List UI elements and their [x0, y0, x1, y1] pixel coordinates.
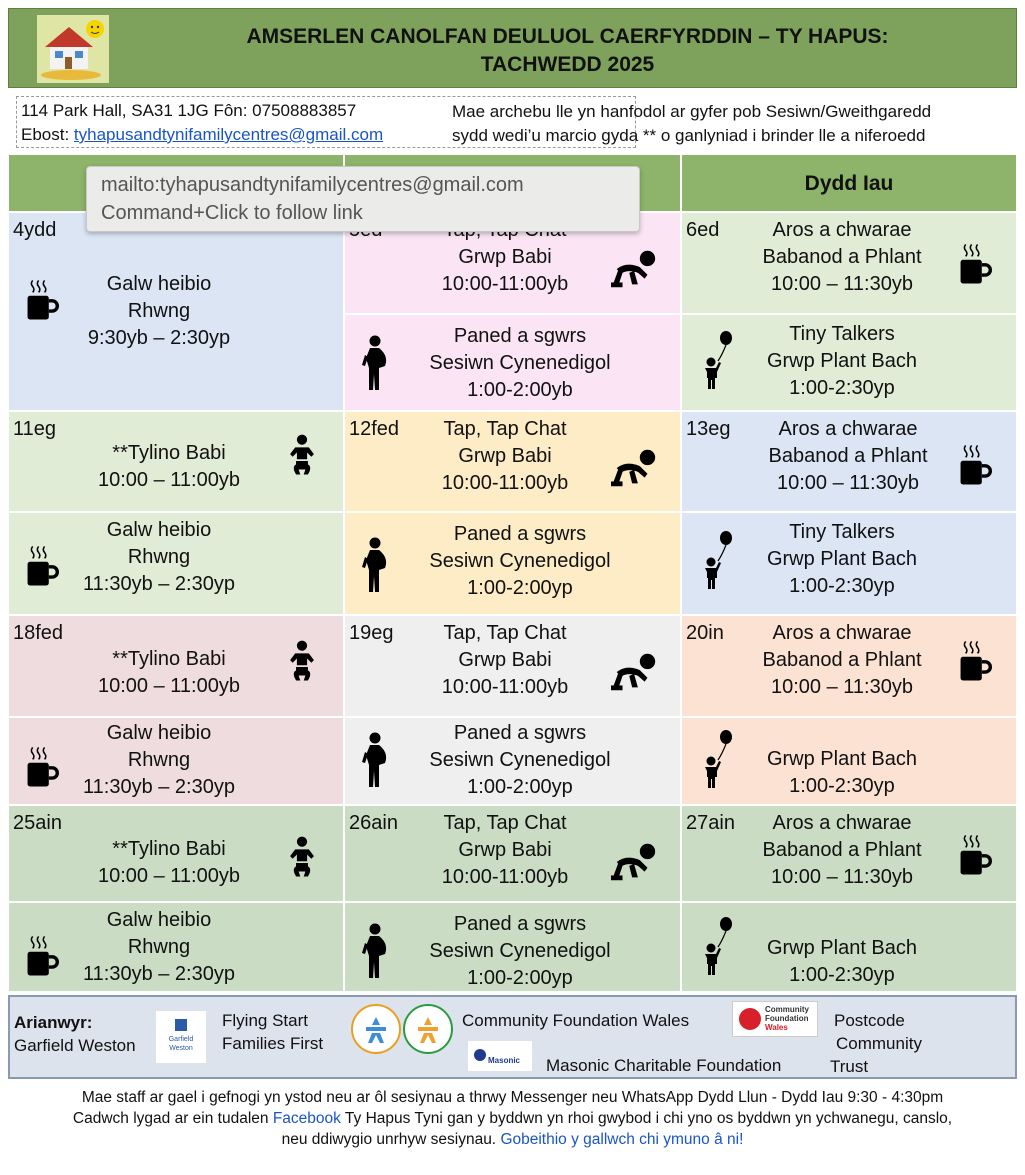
booking-note-line-1: Mae archebu lle yn hanfodol ar gyfer pob Sesiwn/Gweithgaredd	[452, 102, 932, 121]
session-subtitle: Grwp Babi	[458, 649, 552, 671]
crawling-baby-icon	[611, 249, 659, 289]
session-subtitle: Sesiwn Cynenedigol	[429, 940, 611, 962]
session-time: 10:00 – 11:00yb	[98, 865, 240, 887]
pregnant-woman-icon	[361, 335, 391, 391]
session-time: 10:00-11:00yb	[441, 676, 569, 698]
coffee-mug-icon	[25, 744, 59, 790]
session-time: 1:00-2:30yp	[789, 377, 895, 399]
funders-bar	[8, 995, 1017, 1079]
week4-tue-b-cell	[344, 902, 681, 992]
session-subtitle: Babanod a Phlant	[768, 445, 928, 467]
session-time: 1:00-2:00yp	[467, 776, 573, 798]
baby-icon	[285, 834, 319, 880]
week1-thu-a-cell	[681, 212, 1017, 314]
session-subtitle: Babanod a Phlant	[762, 246, 922, 268]
session-title: Paned a sgwrs	[453, 722, 587, 744]
coffee-mug-icon	[958, 442, 992, 488]
session-time: 10:00-11:00yb	[441, 472, 569, 494]
date-label: 20in	[686, 622, 724, 644]
week4-mon-b-cell	[8, 902, 344, 992]
session-subtitle: Babanod a Phlant	[762, 839, 922, 861]
email-label: Ebost:	[21, 125, 74, 144]
session-time: 11:30yb – 2:30yp	[83, 573, 235, 595]
facebook-link[interactable]: Facebook	[272, 1110, 341, 1127]
column-header-thursday	[681, 154, 1017, 212]
date-label: 4ydd	[13, 219, 57, 241]
funder-masonic-charitable-foundation: Masonic Charitable Foundation	[546, 1056, 782, 1075]
date-label: 19eg	[349, 622, 394, 644]
date-label: 27ain	[686, 812, 735, 834]
funders-label-block	[14, 1011, 136, 1057]
session-subtitle: Grwp Plant Bach	[766, 548, 918, 570]
crawling-baby-icon	[611, 652, 659, 692]
week3-tue-b-cell	[344, 717, 681, 805]
session-title: Galw heibio	[106, 909, 212, 931]
title-line-1: AMSERLEN CANOLFAN DEULUOL CAERFYRDDIN – TY HAPUS:	[246, 25, 889, 48]
funder-community-foundation-wales: Community Foundation Wales	[462, 1011, 690, 1030]
booking-note-line-2: sydd wedi’u marcio gyda ** o ganlyniad i brinder lle a niferoedd	[452, 126, 926, 145]
garfield-weston-logo: Garfield Weston	[156, 1011, 206, 1063]
session-time: 1:00-2:00yp	[467, 577, 573, 599]
pregnant-woman-icon	[361, 732, 391, 788]
session-title: Paned a sgwrs	[453, 325, 587, 347]
session-subtitle: Rhwng	[127, 749, 191, 771]
session-title: **Tylino Babi	[112, 838, 226, 860]
postcode-line-2: Community	[836, 1034, 922, 1053]
session-title: Galw heibio	[106, 519, 212, 541]
session-subtitle: Grwp Babi	[458, 445, 552, 467]
postcode-line-1: Postcode	[834, 1011, 905, 1030]
session-title: Paned a sgwrs	[453, 523, 587, 545]
session-title: Galw heibio	[106, 722, 212, 744]
week4-mon-a-cell	[8, 805, 344, 902]
session-time: 1:00-2:00yb	[467, 379, 573, 401]
week4-tue-a-cell	[344, 805, 681, 902]
session-subtitle: Grwp Plant Bach	[766, 350, 918, 372]
funder-families-first: Families First	[222, 1034, 324, 1053]
session-time: 1:00-2:00yp	[467, 967, 573, 989]
masonic-logo: Masonic	[468, 1041, 532, 1071]
link-tooltip	[86, 166, 640, 232]
session-subtitle: Sesiwn Cynenedigol	[429, 550, 611, 572]
footer-line-1: Mae staff ar gael i gefnogi yn ystod neu ar ôl sesiynau a thrwy Messenger neu WhatsApp Dydd Llun - Dydd Iau 9:30 - 4:30pm	[81, 1089, 944, 1106]
date-label: 25ain	[13, 812, 62, 834]
crawling-baby-icon	[611, 842, 659, 882]
child-with-balloon-icon	[702, 529, 736, 591]
week2-thu-a-cell	[681, 411, 1017, 512]
week3-tue-a-cell	[344, 615, 681, 717]
flying-start-families-first-logo	[350, 1003, 454, 1055]
session-subtitle: Sesiwn Cynenedigol	[429, 749, 611, 771]
week2-mon-a-cell	[8, 411, 344, 512]
session-subtitle: Babanod a Phlant	[762, 649, 922, 671]
date-label: 11eg	[13, 418, 57, 440]
week4-thu-a-cell	[681, 805, 1017, 902]
session-time: 10:00 – 11:30yb	[777, 472, 919, 494]
date-label: 13eg	[686, 418, 731, 440]
week1-tue-b-cell	[344, 314, 681, 411]
date-label: 6ed	[686, 219, 720, 241]
session-time: 11:30yb – 2:30yp	[83, 963, 235, 985]
coffee-mug-icon	[25, 543, 59, 589]
coffee-mug-icon	[958, 241, 992, 287]
session-time: 10:00 – 11:30yb	[771, 676, 913, 698]
session-title: Paned a sgwrs	[453, 913, 587, 935]
week4-thu-b-cell	[681, 902, 1017, 992]
funders-label: Arianwyr:	[14, 1013, 93, 1032]
tooltip-hint: Command+Click to follow link	[101, 202, 363, 224]
coffee-mug-icon	[25, 277, 59, 323]
schedule-table	[8, 154, 1017, 992]
date-label: 12fed	[349, 418, 400, 440]
session-title: Tiny Talkers	[789, 521, 895, 543]
session-subtitle: Rhwng	[127, 936, 191, 958]
week2-mon-b-cell	[8, 512, 344, 615]
page-title	[129, 23, 1006, 79]
session-time: 10:00-11:00yb	[441, 273, 569, 295]
session-subtitle: Grwp Babi	[458, 246, 552, 268]
week2-tue-a-cell	[344, 411, 681, 512]
session-title: Galw heibio	[106, 273, 212, 295]
session-time: 10:00 – 11:00yb	[98, 675, 240, 697]
session-title: Tap, Tap Chat	[443, 622, 567, 644]
footer-line-3: neu ddiwygio unrhyw sesiynau. Gobeithio y gallwch chi ymuno â ni!	[281, 1131, 744, 1148]
session-time: 9:30yb – 2:30yp	[87, 327, 231, 349]
baby-icon	[285, 638, 319, 684]
child-with-balloon-icon	[702, 728, 736, 790]
pregnant-woman-icon	[361, 923, 391, 979]
week3-mon-a-cell	[8, 615, 344, 717]
session-title: Tap, Tap Chat	[443, 418, 567, 440]
session-time: 1:00-2:30yp	[789, 775, 895, 797]
week3-thu-b-cell	[681, 717, 1017, 805]
session-subtitle: Rhwng	[127, 546, 191, 568]
funder-flying-start-block	[222, 1009, 323, 1055]
session-title: Aros a chwarae	[772, 219, 912, 241]
child-with-balloon-icon	[702, 329, 736, 391]
session-title: **Tylino Babi	[112, 442, 226, 464]
session-time: 10:00 – 11:00yb	[98, 469, 240, 491]
thursday-label: Dydd Iau	[804, 171, 894, 195]
week3-thu-a-cell	[681, 615, 1017, 717]
session-time: 1:00-2:30yp	[789, 575, 895, 597]
week1-mon-cell	[8, 212, 344, 411]
date-label: 18fed	[13, 622, 64, 644]
week1-thu-b-cell	[681, 314, 1017, 411]
session-title: Aros a chwarae	[772, 622, 912, 644]
house-logo-icon	[37, 15, 109, 83]
session-subtitle: Rhwng	[127, 300, 191, 322]
coffee-mug-icon	[958, 638, 992, 684]
crawling-baby-icon	[611, 448, 659, 488]
email-link[interactable]: tyhapusandtynifamilycentres@gmail.com	[73, 125, 384, 144]
session-title: Grwp Plant Bach	[766, 937, 918, 959]
session-title: Aros a chwarae	[778, 418, 918, 440]
pregnant-woman-icon	[361, 537, 391, 593]
week2-thu-b-cell	[681, 512, 1017, 615]
tooltip-url: mailto:tyhapusandtynifamilycentres@gmail.com	[101, 174, 524, 196]
footer-closing-message: Gobeithio y gallwch chi ymuno â ni!	[500, 1131, 744, 1148]
session-subtitle: Grwp Babi	[458, 839, 552, 861]
session-title: Tiny Talkers	[789, 323, 895, 345]
session-title: **Tylino Babi	[112, 648, 226, 670]
session-title: Aros a chwarae	[772, 812, 912, 834]
session-time: 11:30yb – 2:30yp	[83, 776, 235, 798]
session-time: 10:00-11:00yb	[441, 866, 569, 888]
header-banner	[8, 8, 1017, 88]
footer-notes	[8, 1087, 1017, 1150]
title-line-2: TACHWEDD 2025	[480, 53, 655, 76]
postcode-line-3: Trust	[830, 1057, 869, 1076]
session-time: 10:00 – 11:30yb	[771, 273, 913, 295]
footer-line-2: Cadwch lygad ar ein tudalen Facebook Ty Hapus Tyni gan y byddwn yn rhoi gwybod i chi yno os byddwn yn ychwanegu, canslo,	[72, 1110, 953, 1127]
date-label: 26ain	[349, 812, 398, 834]
funder-garfield-weston: Garfield Weston	[14, 1036, 136, 1055]
funder-flying-start: Flying Start	[222, 1011, 308, 1030]
session-time: 10:00 – 11:30yb	[771, 866, 913, 888]
community-foundation-wales-logo: Community Foundation Wales	[732, 1001, 818, 1037]
week2-tue-b-cell	[344, 512, 681, 615]
baby-icon	[285, 432, 319, 478]
coffee-mug-icon	[25, 933, 59, 979]
session-time: 1:00-2:30yp	[789, 964, 895, 986]
session-title: Grwp Plant Bach	[766, 748, 918, 770]
session-subtitle: Sesiwn Cynenedigol	[429, 352, 611, 374]
session-title: Tap, Tap Chat	[443, 812, 567, 834]
week3-mon-b-cell	[8, 717, 344, 805]
address-text: 114 Park Hall, SA31 1JG Fôn: 07508883857	[21, 101, 357, 120]
child-with-balloon-icon	[702, 915, 736, 977]
funder-postcode-community-trust	[830, 1009, 922, 1078]
booking-note	[452, 100, 1012, 148]
coffee-mug-icon	[958, 832, 992, 878]
